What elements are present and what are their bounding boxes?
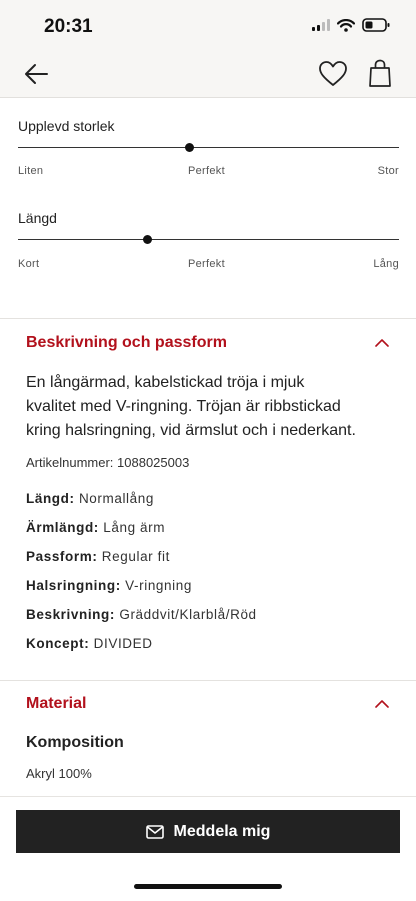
attribute-label: Beskrivning: bbox=[26, 607, 115, 622]
fit-slider-track bbox=[18, 239, 399, 240]
battery-icon bbox=[362, 18, 390, 32]
section-divider bbox=[0, 318, 416, 319]
fit-slider-title: Upplevd storlek bbox=[18, 118, 115, 134]
attribute-value: V-ringning bbox=[125, 578, 192, 593]
favorite-heart-icon[interactable] bbox=[318, 60, 348, 93]
composition-value: Akryl 100% bbox=[26, 766, 92, 781]
envelope-icon bbox=[146, 825, 164, 839]
description-line: kring halsringning, vid ärmslut och i nederkant. bbox=[26, 422, 356, 439]
chevron-up-icon[interactable] bbox=[374, 336, 390, 354]
fit-slider-perceived-size bbox=[18, 118, 399, 177]
attribute-length bbox=[26, 491, 154, 506]
status-bar bbox=[0, 0, 416, 52]
attribute-label: Koncept: bbox=[26, 636, 90, 651]
attribute-value: DIVIDED bbox=[93, 636, 153, 651]
status-time: 20:31 bbox=[44, 16, 93, 37]
fit-slider-length bbox=[18, 210, 399, 270]
attribute-concept bbox=[26, 636, 153, 651]
fit-label-left: Liten bbox=[18, 165, 44, 177]
fit-label-middle: Perfekt bbox=[188, 258, 225, 270]
section-divider bbox=[0, 680, 416, 681]
back-arrow-icon[interactable] bbox=[22, 60, 50, 93]
attribute-label: Längd: bbox=[26, 491, 75, 506]
attribute-label: Passform: bbox=[26, 549, 98, 564]
fit-slider-track bbox=[18, 147, 399, 148]
home-indicator bbox=[134, 884, 282, 889]
description-line: kvalitet med V-ringning. Tröjan är ribbstickad bbox=[26, 398, 341, 415]
top-nav-bar bbox=[0, 52, 416, 98]
attribute-value: Normallång bbox=[78, 491, 154, 506]
attribute-sleeve-length bbox=[26, 520, 165, 535]
wifi-icon bbox=[337, 19, 355, 32]
fit-label-left: Kort bbox=[18, 258, 40, 270]
attribute-label: Halsringning: bbox=[26, 578, 121, 593]
article-number: Artikelnummer: 1088025003 bbox=[26, 455, 190, 470]
attribute-value: Gräddvit/Klarblå/Röd bbox=[119, 607, 257, 622]
material-section-header[interactable]: Material bbox=[26, 695, 87, 712]
fit-label-right: Stor bbox=[377, 165, 399, 177]
shopping-bag-icon[interactable] bbox=[368, 58, 392, 93]
fit-slider-title: Längd bbox=[18, 210, 57, 226]
attribute-value: Regular fit bbox=[101, 549, 170, 564]
notify-me-label: Meddela mig bbox=[173, 822, 271, 840]
fit-slider-marker bbox=[185, 143, 194, 152]
notify-me-button[interactable] bbox=[16, 810, 400, 853]
status-icons bbox=[312, 18, 390, 32]
composition-title: Komposition bbox=[26, 734, 124, 751]
description-section-header[interactable]: Beskrivning och passform bbox=[26, 334, 227, 351]
attribute-fit bbox=[26, 549, 170, 564]
fit-label-middle: Perfekt bbox=[188, 165, 225, 177]
cellular-signal-icon bbox=[312, 19, 330, 31]
description-line: En långärmad, kabelstickad tröja i mjuk bbox=[26, 374, 305, 391]
fit-slider-marker bbox=[143, 235, 152, 244]
product-description bbox=[26, 371, 396, 443]
attribute-value: Lång ärm bbox=[103, 520, 166, 535]
chevron-up-icon[interactable] bbox=[374, 697, 390, 715]
attribute-neckline bbox=[26, 578, 192, 593]
attribute-label: Ärmlängd: bbox=[26, 520, 99, 535]
attribute-color-description bbox=[26, 607, 257, 622]
fit-label-right: Lång bbox=[373, 258, 399, 270]
